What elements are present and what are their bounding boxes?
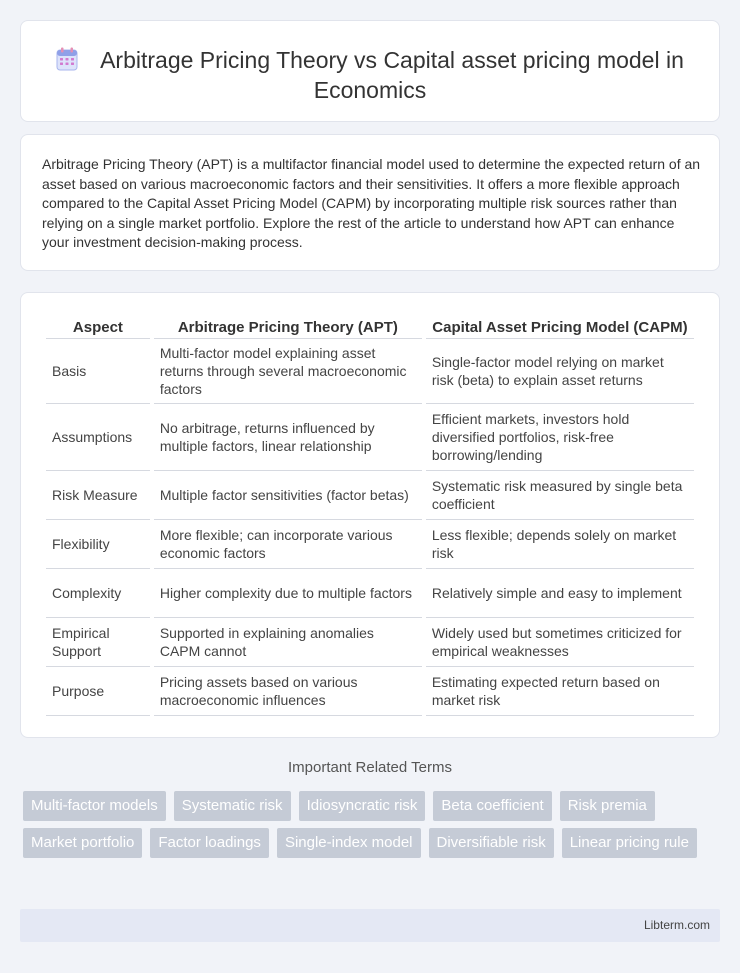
related-term-tag[interactable]: Systematic risk xyxy=(174,791,291,821)
row-capm: Estimating expected return based on market risk xyxy=(426,667,694,716)
row-aspect: Complexity xyxy=(46,569,150,618)
related-term-tag[interactable]: Linear pricing rule xyxy=(562,828,697,858)
row-apt: More flexible; can incorporate various economic factors xyxy=(154,520,422,569)
row-aspect: Flexibility xyxy=(46,520,150,569)
intro-paragraph: Arbitrage Pricing Theory (APT) is a multifactor financial model used to determine the expected return of an asset based on various macroeconomic factors and their sensitivities. It offers a more flexible approach compared to the Capital Asset Pricing Model (CAPM) by incorporating multiple risk sources rather than relying on a single market portfolio. Explore the rest of the article to understand how APT can enhance your investment decision-making process. xyxy=(42,156,701,250)
related-term-tag[interactable]: Factor loadings xyxy=(150,828,269,858)
row-aspect: Risk Measure xyxy=(46,471,150,520)
table-row xyxy=(46,520,694,569)
row-aspect: Assumptions xyxy=(46,404,150,471)
related-term-tag[interactable]: Market portfolio xyxy=(23,828,142,858)
title-card xyxy=(20,20,720,122)
row-capm: Single-factor model relying on market risk (beta) to explain asset returns xyxy=(426,339,694,404)
table-row xyxy=(46,618,694,667)
related-term-tag[interactable]: Diversifiable risk xyxy=(429,828,554,858)
row-apt: Multi-factor model explaining asset returns through several macroeconomic factors xyxy=(154,339,422,404)
related-term-tag[interactable]: Beta coefficient xyxy=(433,791,551,821)
footer xyxy=(20,909,720,942)
related-terms-title: Important Related Terms xyxy=(288,759,452,776)
row-capm: Less flexible; depends solely on market risk xyxy=(426,520,694,569)
header-capm: Capital Asset Pricing Model (CAPM) xyxy=(426,313,694,339)
table-header-row xyxy=(46,313,694,339)
row-aspect: Basis xyxy=(46,339,150,404)
related-term-tag[interactable]: Risk premia xyxy=(560,791,655,821)
row-apt: Pricing assets based on various macroeconomic influences xyxy=(154,667,422,716)
header-aspect: Aspect xyxy=(46,313,150,339)
row-capm: Widely used but sometimes criticized for empirical weaknesses xyxy=(426,618,694,667)
related-term-tag[interactable]: Idiosyncratic risk xyxy=(299,791,426,821)
row-capm: Relatively simple and easy to implement xyxy=(426,569,694,618)
row-aspect: Empirical Support xyxy=(46,618,150,667)
table-row xyxy=(46,667,694,716)
row-capm: Systematic risk measured by single beta coefficient xyxy=(426,471,694,520)
page-title: Arbitrage Pricing Theory vs Capital asset pricing model in Economics xyxy=(100,47,684,103)
calendar-icon xyxy=(56,47,78,71)
table-row xyxy=(46,471,694,520)
row-aspect: Purpose xyxy=(46,667,150,716)
intro-card xyxy=(20,134,720,271)
related-terms-list xyxy=(23,791,713,865)
row-apt: No arbitrage, returns influenced by multiple factors, linear relationship xyxy=(154,404,422,471)
table-row xyxy=(46,569,694,618)
table-row xyxy=(46,404,694,471)
row-apt: Multiple factor sensitivities (factor betas) xyxy=(154,471,422,520)
related-term-tag[interactable]: Multi-factor models xyxy=(23,791,166,821)
table-row xyxy=(46,339,694,404)
footer-site-link[interactable]: Libterm.com xyxy=(643,918,710,932)
row-apt: Supported in explaining anomalies CAPM cannot xyxy=(154,618,422,667)
row-capm: Efficient markets, investors hold diversified portfolios, risk-free borrowing/lending xyxy=(426,404,694,471)
header-apt: Arbitrage Pricing Theory (APT) xyxy=(154,313,422,339)
related-term-tag[interactable]: Single-index model xyxy=(277,828,421,858)
comparison-table xyxy=(42,313,698,716)
comparison-card xyxy=(20,292,720,738)
row-apt: Higher complexity due to multiple factors xyxy=(154,569,422,618)
